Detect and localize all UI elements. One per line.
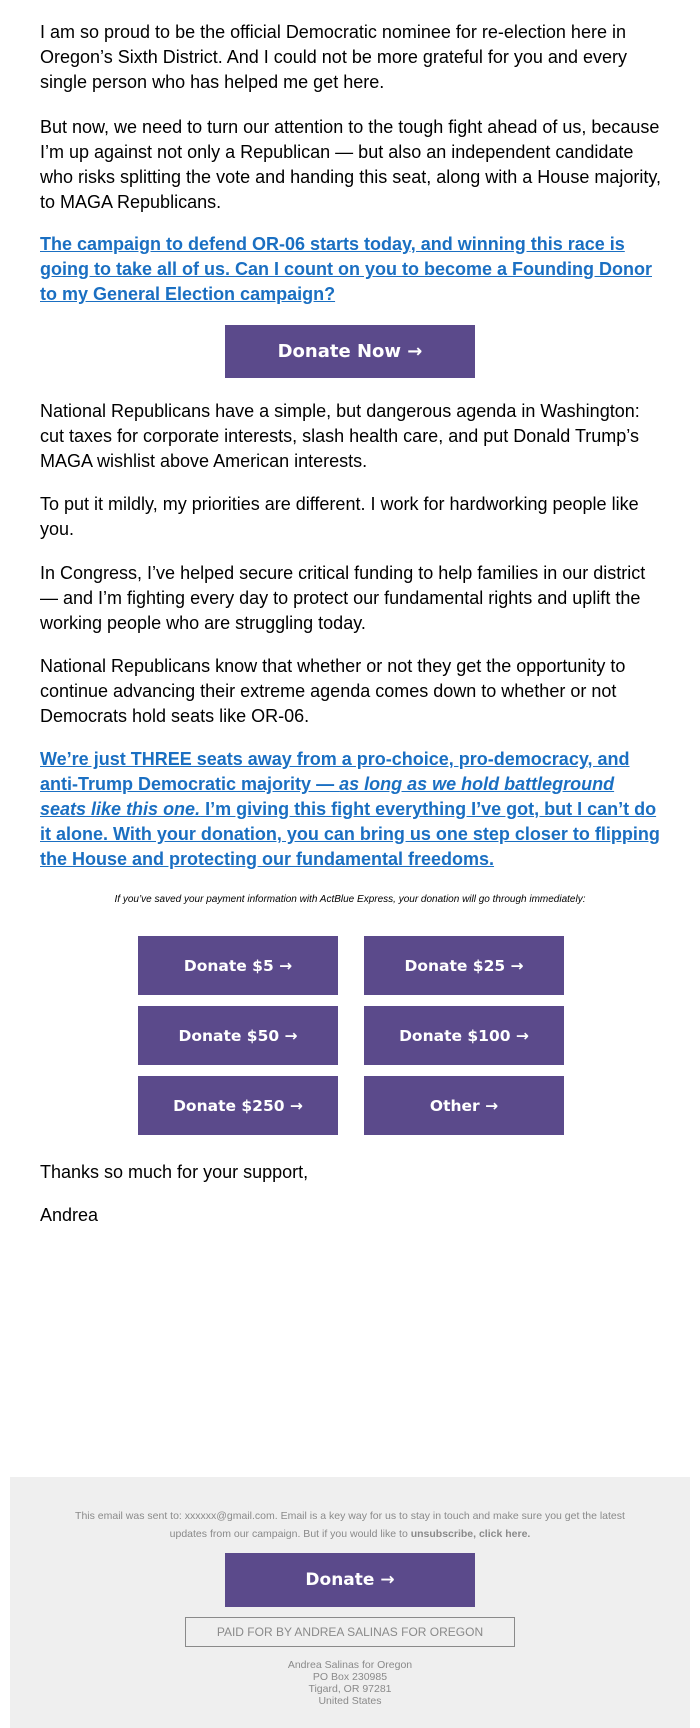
paragraph-intro: I am so proud to be the official Democratic nominee for re-election here in Oregon’s Sixth District. And I could not be more grateful for you and every single person who has helped me get here. (40, 22, 627, 92)
donate-other-button[interactable]: Other → (364, 1076, 564, 1135)
closing-text: Thanks so much for your support, (40, 1162, 309, 1182)
paragraph-priorities: To put it mildly, my priorities are different. I work for hardworking people like you. (40, 494, 639, 539)
address-line-city: Tigard, OR 97281 (308, 1683, 392, 1695)
footer-address (10, 1659, 690, 1707)
signature: Andrea (40, 1205, 99, 1225)
address-line-name: Andrea Salinas for Oregon (287, 1659, 413, 1671)
majority-link[interactable] (40, 749, 660, 869)
paid-for-disclaimer: PAID FOR BY ANDREA SALINAS FOR OREGON (185, 1617, 515, 1647)
paragraph-link-founding-donor (40, 232, 662, 307)
footer-sent-to-text (55, 1507, 645, 1543)
donate-250-button[interactable]: Donate $250 → (138, 1076, 338, 1135)
donate-now-button[interactable]: Donate Now → (225, 325, 475, 378)
donate-25-button[interactable]: Donate $25 → (364, 936, 564, 995)
paragraph-congress: In Congress, I’ve helped secure critical funding to help families in our district — and I’m fighting every day to protect our fundamental rights and uplift the working people who are struggling today. (40, 563, 646, 633)
majority-link-part1: We’re just THREE seats away from a pro-choice, pro-democracy, and anti-Trump Democratic majority — (40, 749, 630, 794)
paragraph-agenda: National Republicans have a simple, but dangerous agenda in Washington: cut taxes for corporate interests, slash health care, and put Donald Trump’s MAGA wishlist above American interests. (40, 401, 640, 471)
unsubscribe-link[interactable]: unsubscribe, click here. (410, 1528, 531, 1540)
footer (10, 1477, 690, 1728)
footer-donate-button[interactable]: Donate → (225, 1553, 475, 1607)
donate-100-button[interactable]: Donate $100 → (364, 1006, 564, 1065)
paragraph-fight: But now, we need to turn our attention to the tough fight ahead of us, because I’m up against not only a Republican — but also an independent candidate who risks splitting the vote and handing this seat, along with a House majority, to MAGA Republicans. (40, 117, 661, 212)
paragraph-republicans: National Republicans know that whether or not they get the opportunity to continue advancing their extreme agenda comes down to whether or not Democrats hold seats like OR-06. (40, 656, 626, 726)
majority-link-part2: I’m giving this fight everything I’ve got, but I can’t do it alone. With your donation, you can bring us one step closer to flipping the House and protecting our fundamental freedoms. (40, 799, 660, 869)
actblue-note: If you’ve saved your payment information with ActBlue Express, your donation will go through immediately: (114, 894, 586, 905)
paragraph-link-majority (40, 747, 662, 872)
majority-link-italic: as long as we hold battleground seats like this one. (40, 774, 615, 819)
donate-50-button[interactable]: Donate $50 → (138, 1006, 338, 1065)
footer-sent-to-prefix: This email was sent to: xxxxxx@gmail.com. Email is a key way for us to stay in touch and make sure you get the latest updates from our campaign. But if you would like to (75, 1510, 625, 1540)
address-line-po-box: PO Box 230985 (312, 1671, 388, 1683)
address-line-country: United States (318, 1695, 382, 1707)
donate-5-button[interactable]: Donate $5 → (138, 936, 338, 995)
founding-donor-link[interactable]: The campaign to defend OR-06 starts today, and winning this race is going to take all of us. Can I count on you to become a Founding Donor to my General Election campaign? (40, 234, 652, 304)
